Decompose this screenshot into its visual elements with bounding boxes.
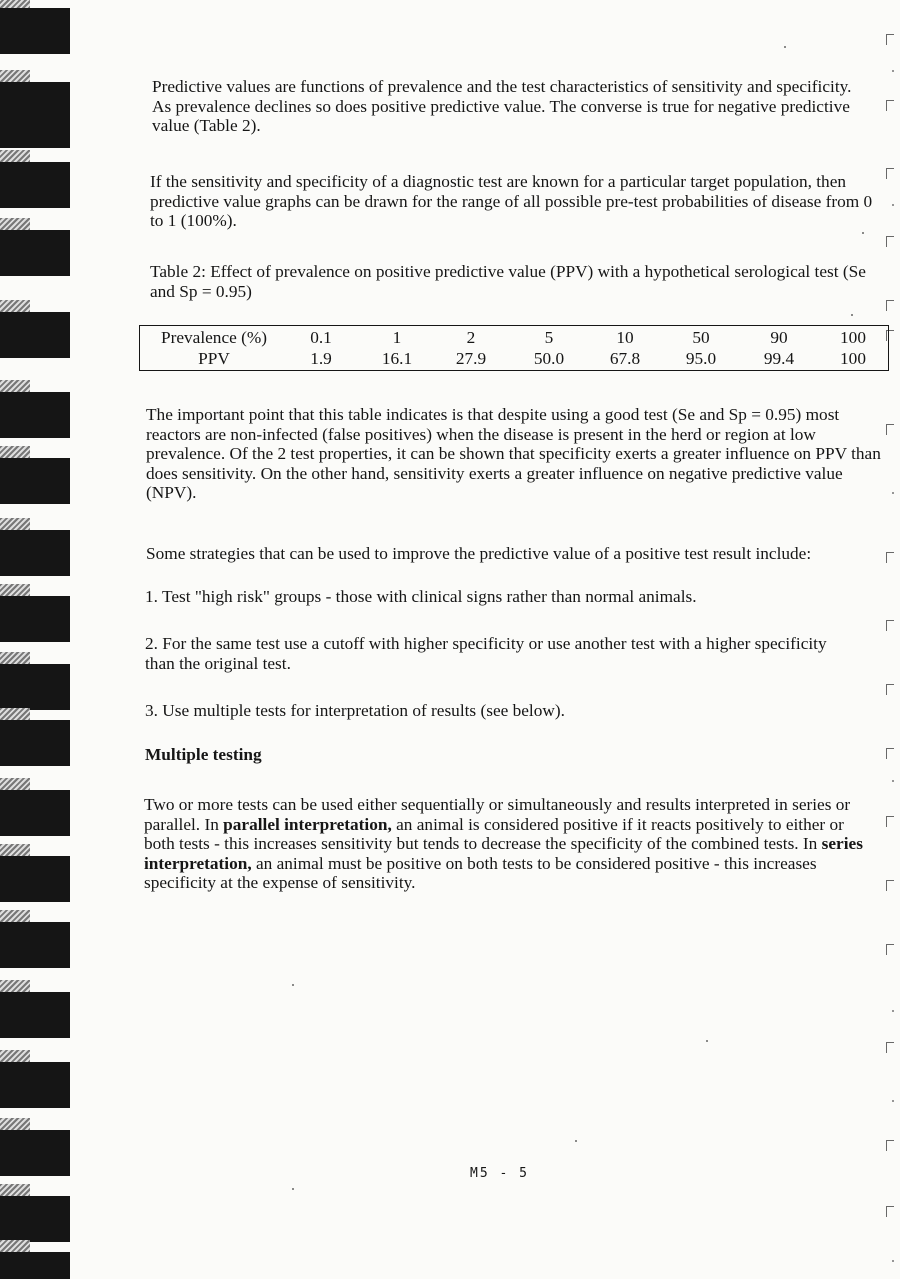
ppv-cell: 50.0	[533, 349, 565, 368]
ppv-cell: 95.0	[685, 349, 717, 368]
ppv-cell: 67.8	[609, 349, 641, 368]
prevalence-ppv-table	[139, 325, 889, 371]
prevalence-cell: 2	[466, 328, 476, 347]
ppv-cell: 1.9	[310, 349, 332, 368]
table-row-ppv	[140, 349, 888, 369]
paragraph-predictive-values: Predictive values are functions of prevalence and the test characteristics of sensitivity and specificity. As prevalence declines so does positive predictive value. The converse is true for negative predictive value (Table 2).	[152, 77, 852, 135]
ppv-cell: 99.4	[763, 349, 795, 368]
prevalence-cell: 90	[770, 328, 788, 347]
table-row-prevalence	[140, 328, 888, 348]
prevalence-cell: 1	[392, 328, 402, 347]
prevalence-cell: 50	[692, 328, 710, 347]
paragraph-table-interpretation: The important point that this table indicates is that despite using a good test (Se and Sp = 0.95) most reactors are non-infected (false positives) when the disease is present in the herd or region at low prevalence. Of the 2 test properties, it can be shown that specificity exerts a greater influence on PPV than does sensitivity. On the other hand, sensitivity exerts a greater influence on negative predictive value (NPV).	[146, 405, 881, 502]
prevalence-cell: 5	[544, 328, 554, 347]
paragraph-multiple-testing: Two or more tests can be used either sequentially or simultaneously and results interpreted in series or parallel. In parallel interpretation, an animal is considered positive if it reacts positively to either or both tests - this increases sensitivity but tends to decrease the specificity of the combined tests. In series interpretation, an animal must be positive on both tests to be considered positive - this increases specificity at the expense of sensitivity.	[144, 795, 863, 892]
list-item: 2. For the same test use a cutoff with higher specificity or use another test with a higher specificity than the original test.	[145, 634, 827, 673]
paragraph-predictive-graphs: If the sensitivity and specificity of a diagnostic test are known for a particular target population, then predictive value graphs can be drawn for the range of all possible pre-test probabilities of disease from 0 to 1 (100%).	[150, 172, 873, 230]
row-label-prevalence: Prevalence (%)	[160, 328, 268, 347]
row-label-ppv: PPV	[198, 349, 230, 368]
paragraph-strategies: Some strategies that can be used to improve the predictive value of a positive test result include:	[146, 544, 812, 563]
table-caption: Table 2: Effect of prevalence on positive predictive value (PPV) with a hypothetical serological test (Se and Sp = 0.95)	[150, 262, 866, 301]
list-item: 1. Test "high risk" groups - those with clinical signs rather than normal animals.	[145, 587, 697, 606]
prevalence-cell: 100	[840, 328, 866, 347]
ppv-cell: 100	[840, 349, 866, 368]
prevalence-cell: 0.1	[310, 328, 332, 347]
prevalence-cell: 10	[616, 328, 634, 347]
term-parallel-interpretation: parallel interpretation,	[223, 814, 392, 834]
ppv-cell: 27.9	[455, 349, 487, 368]
term-series-interpretation: series interpretation,	[144, 834, 863, 873]
list-item: 3. Use multiple tests for interpretation of results (see below).	[145, 701, 565, 720]
ppv-cell: 16.1	[381, 349, 413, 368]
section-heading-multiple-testing: Multiple testing	[145, 745, 262, 764]
page-number: M5 - 5	[470, 1166, 529, 1181]
